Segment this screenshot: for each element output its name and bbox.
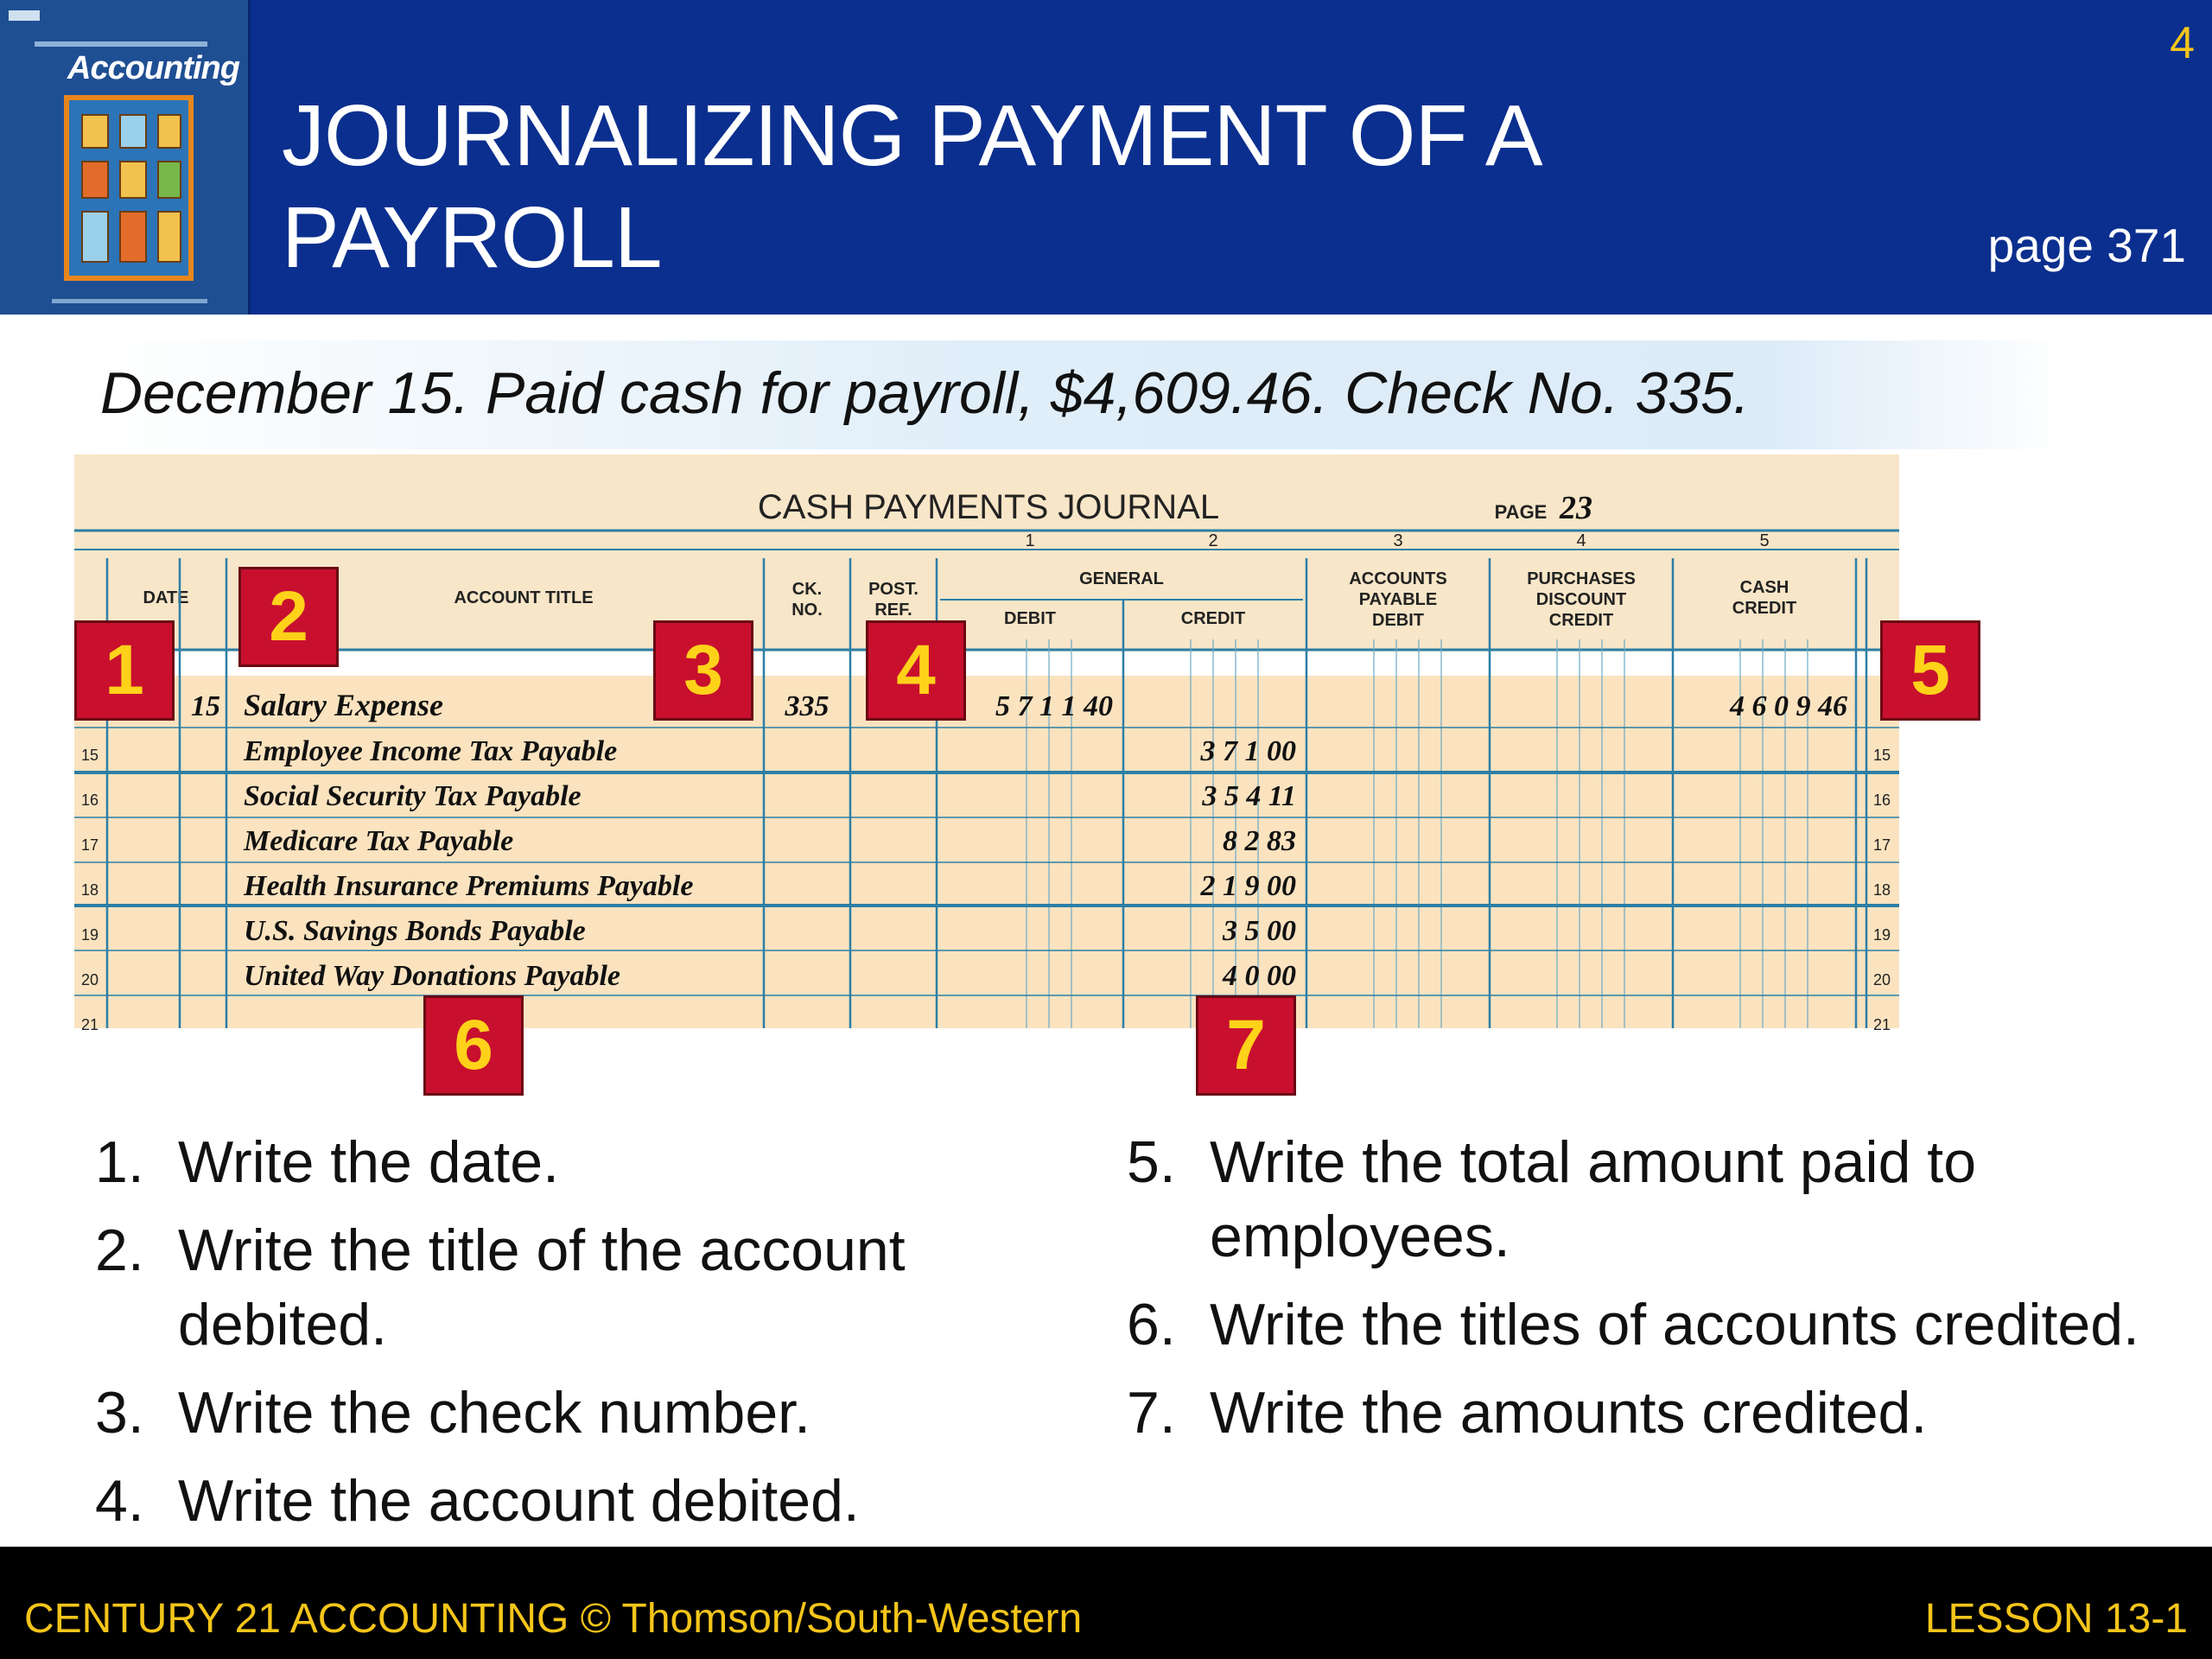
steps-list-left: [95, 1125, 1011, 1552]
header-ck-no-line2: NO.: [791, 601, 823, 620]
footer-copyright: CENTURY 21 ACCOUNTING © Thomson/South-Western: [24, 1596, 1083, 1642]
callout-6: 6: [423, 995, 524, 1096]
entry-day: 15: [191, 690, 220, 722]
header-post-ref-line1: POST.: [868, 580, 918, 599]
header-purchases-discount-line2: DISCOUNT: [1535, 590, 1627, 609]
column-number-5: 5: [1759, 531, 1770, 550]
callout-5: 5: [1880, 620, 1980, 721]
entry-general-debit-amount: 5 7 1 1 40: [995, 690, 1113, 722]
step-number: 2.: [95, 1217, 144, 1283]
column-number-3: 3: [1393, 531, 1403, 550]
credited-account-title: Employee Income Tax Payable: [244, 735, 618, 767]
line-number-right: 18: [1872, 881, 1891, 899]
step-4: [95, 1464, 1011, 1538]
slide-number: 4: [2170, 18, 2195, 68]
header-purchases-discount-line3: CREDIT: [1548, 611, 1614, 630]
line-number-left: 21: [80, 1016, 99, 1033]
column-number-4: 4: [1576, 531, 1586, 550]
callout-3: 3: [653, 620, 753, 721]
journal-blank-row: [74, 652, 1899, 676]
entry-cash-credit-amount: 4 6 0 9 46: [1730, 690, 1847, 722]
step-number: 1.: [95, 1129, 144, 1195]
line-number-right: 20: [1872, 971, 1891, 988]
step-text: Write the account debited.: [178, 1468, 860, 1534]
entry-account-debited: Salary Expense: [244, 688, 444, 722]
header-cash-credit-line2: CREDIT: [1732, 599, 1797, 618]
credited-account-title: Social Security Tax Payable: [244, 780, 582, 812]
credited-account-title: Medicare Tax Payable: [244, 825, 514, 857]
step-number: 7.: [1127, 1380, 1176, 1446]
callout-1: 1: [74, 620, 175, 721]
journal-page-number: 23: [1560, 490, 1592, 526]
column-number-1: 1: [1025, 531, 1035, 550]
line-number-left: 20: [80, 971, 99, 988]
header-post-ref-line2: REF.: [874, 601, 912, 620]
step-1: [95, 1125, 1011, 1199]
credited-account-title: Health Insurance Premiums Payable: [244, 870, 694, 902]
line-number-right: 15: [1872, 747, 1891, 764]
column-number-2: 2: [1208, 531, 1218, 550]
header-date: DATE: [143, 588, 189, 607]
header-cash-credit-line1: CASH: [1739, 578, 1789, 597]
line-number-left: 16: [80, 791, 99, 809]
line-number-left: 18: [80, 881, 99, 899]
journal-page-label: PAGE: [1494, 501, 1548, 523]
callout-7: 7: [1196, 995, 1296, 1096]
journal-title: CASH PAYMENTS JOURNAL: [757, 488, 1220, 526]
step-7: [1127, 1376, 2146, 1450]
step-number: 3.: [95, 1380, 144, 1446]
header-general: GENERAL: [1079, 569, 1164, 588]
step-text: Write the title of the account debited.: [178, 1217, 906, 1357]
line-number-right: 17: [1872, 836, 1891, 854]
footer-lesson: LESSON 13-1: [1924, 1596, 2188, 1642]
header-accounts-payable-line2: PAYABLE: [1358, 590, 1438, 609]
line-number-left: 15: [80, 747, 99, 764]
credited-account-title: United Way Donations Payable: [244, 960, 621, 992]
step-number: 6.: [1127, 1292, 1176, 1357]
header-ck-no-line1: CK.: [791, 580, 823, 599]
step-text: Write the amounts credited.: [1210, 1380, 1928, 1446]
general-credit-amount: 3 5 4 11: [1202, 780, 1296, 812]
general-credit-amount: 3 7 1 00: [1200, 735, 1296, 767]
step-text: Write the check number.: [178, 1380, 810, 1446]
step-text: Write the date.: [178, 1129, 559, 1195]
header-account-title: ACCOUNT TITLE: [454, 588, 594, 607]
page-reference: page 371: [1987, 219, 2186, 272]
general-credit-amount: 8 2 83: [1223, 825, 1296, 857]
entry-check-number: 335: [785, 690, 830, 722]
general-credit-amount: 2 1 9 00: [1200, 870, 1296, 902]
step-text: Write the titles of accounts credited.: [1210, 1292, 2139, 1357]
journal-header-band: [74, 454, 1899, 652]
callout-4: 4: [866, 620, 966, 721]
line-number-right: 21: [1872, 1016, 1891, 1033]
transaction-statement: December 15. Paid cash for payroll, $4,609.46. Check No. 335.: [100, 360, 1750, 426]
general-credit-amount: 3 5 00: [1223, 915, 1296, 947]
step-6: [1127, 1287, 2146, 1362]
line-number-right: 16: [1872, 791, 1891, 809]
slide-title: JOURNALIZING PAYMENT OF A PAYROLL: [282, 87, 1538, 286]
header-general-debit: DEBIT: [1004, 609, 1056, 628]
line-number-left: 17: [80, 836, 99, 854]
steps-list-right: [1127, 1125, 2146, 1464]
callout-2: 2: [238, 567, 339, 667]
step-number: 5.: [1127, 1129, 1176, 1195]
step-text: Write the total amount paid to employees.: [1210, 1129, 1977, 1269]
step-number: 4.: [95, 1468, 144, 1534]
header-accounts-payable-line1: ACCOUNTS: [1349, 569, 1447, 588]
general-credit-amount: 4 0 00: [1223, 960, 1296, 992]
step-2: [95, 1213, 1011, 1362]
header-purchases-discount-line1: PURCHASES: [1527, 569, 1636, 588]
line-number-left: 19: [80, 926, 99, 944]
step-5: [1127, 1125, 2146, 1274]
credited-account-title: U.S. Savings Bonds Payable: [244, 915, 586, 947]
line-number-right: 19: [1872, 926, 1891, 944]
header-general-credit: CREDIT: [1180, 609, 1246, 628]
header-accounts-payable-line3: DEBIT: [1372, 611, 1424, 630]
step-3: [95, 1376, 1011, 1450]
cover-logo: Accounting: [67, 50, 239, 86]
slide-footer: [0, 1547, 2212, 1659]
